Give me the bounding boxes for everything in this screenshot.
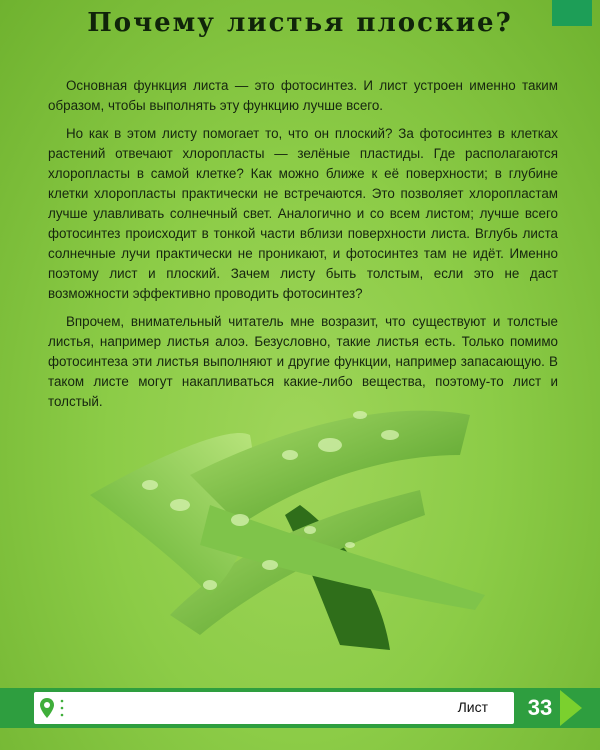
footer-arrow-icon [560,690,582,726]
article-body [48,76,558,420]
corner-tab [552,0,592,26]
footer-dots-divider [60,698,64,718]
page-number: 33 [527,695,553,720]
location-pin-icon [40,698,54,718]
paragraph-1: Основная функция листа — это фотосинтез. И лист устроен именно таким образом, чтобы выполнять эту функцию лучше всего. [48,78,558,113]
page-title: Почему листья плоские? [87,8,513,38]
aloe-leaves-image [90,395,510,655]
paragraph-2: Но как в этом листу помогает то, что он плоский? За фотосинтез в клетках растений отвечают хлоропласты — зелёные пластиды. Где располагаются хлоропласты в самой клетке? Как можно ближе к её поверхности; в глубине клетки хлоропласты практически не встречаются. Это позволяет хлоропластам лучше улавливать солнечный свет. Аналогично и со всем листом; лучше всего фотосинтез происходит в тонкой части вблизи поверхности листа. Вглубь листа солнечные лучи практически не проникают, и фотосинтез там не идёт. Именно поэтому лист и плоский. Зачем листу быть толстым, если это не даст возможности эффективно проводить фотосинтез? [48,126,558,301]
section-label: Лист [457,699,488,715]
footer-box [34,692,514,724]
paragraph-3: Впрочем, внимательный читатель мне возразит, что существуют и толстые листья, например листья алоэ. Безусловно, такие листья есть. Только помимо фотосинтеза эти листья выполняют и другие функции, например запасающую. В таком листе могут накапливаться какие-либо вещества, поэтому-то лист и толстый. [48,314,558,409]
